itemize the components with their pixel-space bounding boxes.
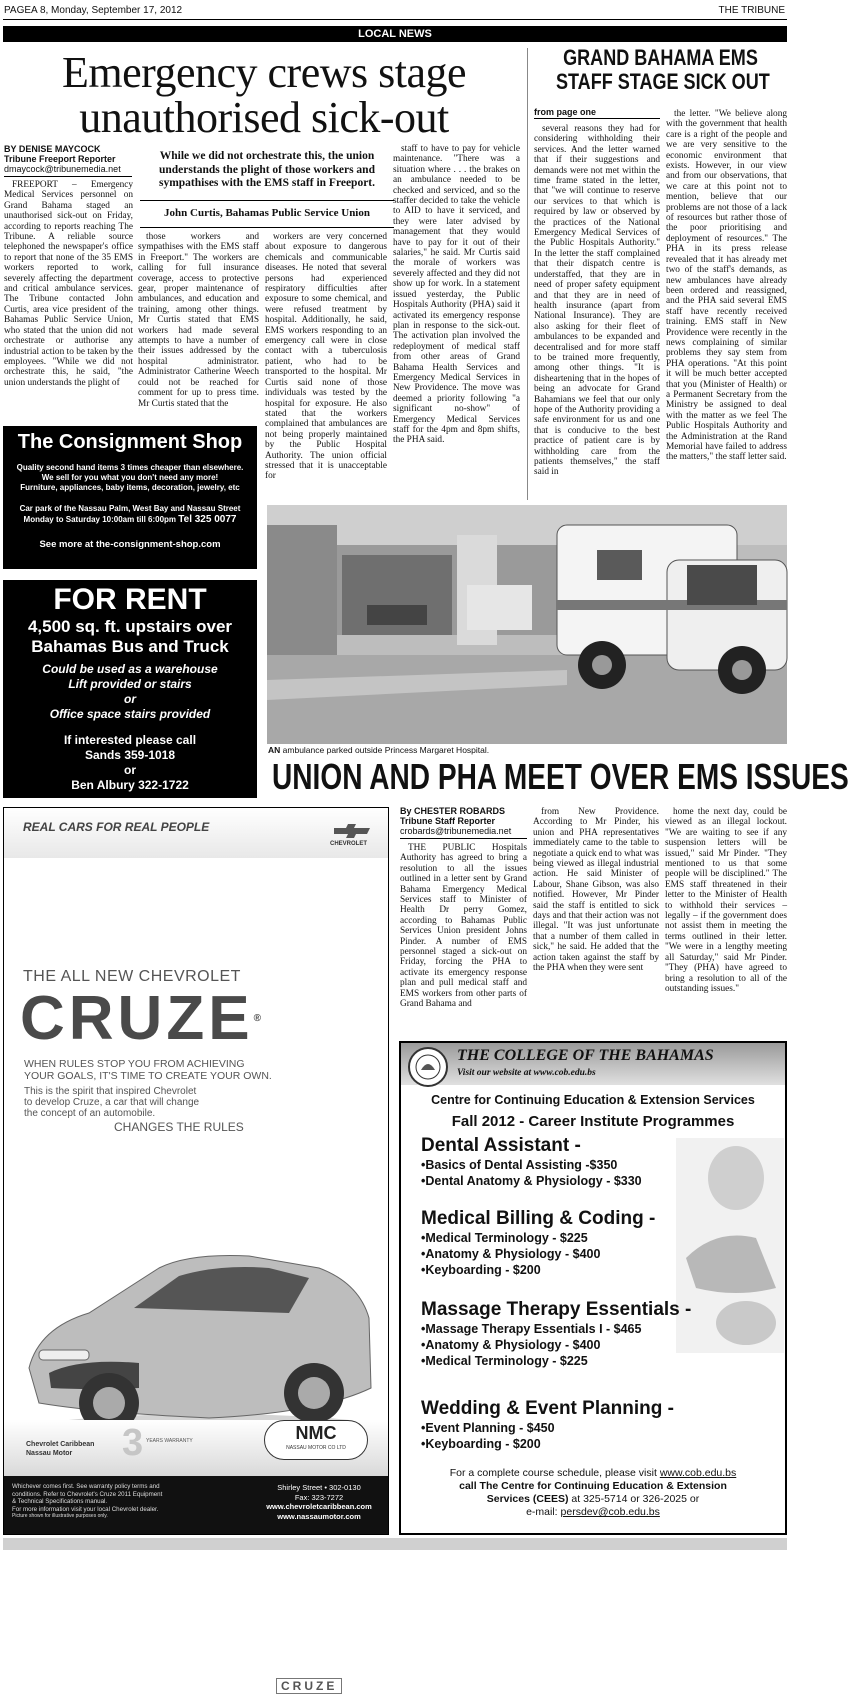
ambulance-photo-illustration	[267, 505, 787, 744]
cob-course-0-item-0: •Basics of Dental Assisting -$350	[421, 1158, 618, 1172]
cob-course-2-item-0: •Massage Therapy Essentials I - $465	[421, 1322, 642, 1336]
ambulance-photo	[267, 505, 787, 744]
chevrolet-addr4[interactable]: www.nassaumotor.com	[277, 1511, 361, 1521]
story1-byline-title: Tribune Freeport Reporter	[4, 154, 116, 164]
consignment-web[interactable]: See more at the-consignment-shop.com	[39, 539, 221, 550]
cob-footer-line1	[401, 1467, 785, 1480]
car-front-hub	[93, 1387, 125, 1419]
cob-course-2-name: Massage Therapy Essentials -	[421, 1299, 692, 1320]
masthead-rule	[3, 19, 787, 20]
chevrolet-ad[interactable]	[3, 807, 389, 1693]
chevrolet-address	[259, 1483, 379, 1521]
cob-visit[interactable]: Visit our website at www.cob.edu.bs	[457, 1068, 596, 1078]
chevrolet-body3: the concept of an automobile.	[24, 1108, 156, 1119]
chevrolet-model-name: CRUZE	[20, 984, 254, 1053]
story3-byline-title: Tribune Staff Reporter	[400, 816, 496, 826]
ambulance-front-hub	[732, 660, 752, 680]
story3-col3: home the next day, could be viewed as an illegal lockout. "We are waiting to see if any suspension letters will be issued," said Mr Pinder. "They mentioned to us that some people will be disciplined." The EMS staff threatened in their letter to the Minister of Health to withhold their services – legally – if the government does not assist them in meeting the terms outlined in their letter. "We were in a lengthy meeting all Saturday," said Mr Pinder. "They (PHA) have agreed to bring a resolution to all of the outstanding issues."	[665, 807, 787, 994]
chevrolet-sub	[24, 1058, 272, 1082]
consignment-ad[interactable]	[3, 426, 257, 569]
story3-col1: THE PUBLIC Hospitals Authority has agreed to bring a resolution to all the issues outlined in a letter sent by Grand Bahama Emergency Medical Services staff to Minister of Health Dr perry Gomez, according to Bahamas Public Services Union president Johns Pinder. A number of EMS personnel staged a sick-out on Friday, forcing the PHA to activate its emergency response plan and pull medical staff and EMS workers from other parts of Grand Bahama and	[400, 843, 527, 1010]
forrent-line1: 4,500 sq. ft. upstairs over	[27, 617, 233, 636]
story1-col1: FREEPORT – Emergency Medical Services personnel on Grand Bahama staged an unauthorised sick-out on Friday, according to reports reaching The Tribune. A reliable source telephoned the newspaper's office to report that none of the 35 EMS workers reported to work, severely affecting the department and critical ambulance services. The Tribune contacted John Curtis, area vice president of the Bahamas Public Service Union, who stated that the union did not orchestrate or authorise any industrial action to be taken by the employees. "While we did not orchestrate this, he said, "the union understands the plight of	[4, 180, 133, 388]
cob-course-2-item-1: •Anatomy & Physiology - $400	[421, 1338, 601, 1352]
chevrolet-warranty: YEARS WARRANTY	[146, 1438, 193, 1444]
cob-course-1-item-2: •Keyboarding - $200	[421, 1263, 541, 1277]
forrent-line5: or	[124, 692, 136, 706]
cob-course-3-name: Wedding & Event Planning -	[421, 1398, 674, 1419]
page-info: PAGEA 8, Monday, September 17, 2012	[4, 5, 183, 16]
car-headlight	[39, 1350, 89, 1360]
pullquote-text: While we did not orchestrate this, the union understands the plight of those workers and sympathises with the EMS staff in Freeport.	[158, 150, 376, 189]
story3-byline-rule	[400, 838, 527, 839]
story2-col2: the letter. "We believe along with the government that health care is a right of the people and we are very sensitive to the economic environment that exists. However, in our view and from our observations, that we care at this point not to mention, believe that our problems are not those of a lack of resources but rather those of the poor prioritising and deployment of resources." The PHA in its press release revealed that it has already met two of the staff's demands, as new ambulances have already been ordered and reassigned, and the PHA said several EMS staff have recently received training. EMS staff in New Providence were recently in the news complaining of similar problems they say stem from PHA operations. "At this point it will be much better accepted that you (Minister of Health) or a Permanent Secretary from the Ministry be assigned to deal with the matter as we feel The Public Hospitals Authority and the Administration at the Rand Memorial have failed to address the matters," the staff letter said.	[666, 109, 787, 463]
photo-caption-lead: AN	[268, 745, 281, 755]
cob-course-3	[421, 1398, 674, 1452]
chevrolet-reg: ®	[253, 1013, 261, 1024]
story1-byline-email[interactable]: dmaycock@tribunemedia.net	[4, 164, 121, 174]
story3-byline-name: By CHESTER ROBARDS	[400, 806, 506, 816]
consignment-tel: Tel 325 0077	[178, 514, 237, 525]
cob-footer1: For a complete course schedule, please visit	[449, 1467, 657, 1479]
chevrolet-facebook	[26, 1440, 94, 1458]
cob-footer-line4	[401, 1506, 785, 1519]
chevrolet-body2: to develop Cruze, a car that will change	[24, 1097, 200, 1108]
chevrolet-sub1: WHEN RULES STOP YOU FROM ACHIEVING	[24, 1058, 245, 1070]
photo-caption	[268, 745, 489, 755]
photo-caption-text: ambulance parked outside Princess Margaret Hospital.	[282, 745, 490, 755]
pullquote-rule	[140, 200, 394, 201]
forrent-line9: or	[124, 763, 136, 777]
forrent-line2: Bahamas Bus and Truck	[31, 637, 229, 656]
cob-footer1-link[interactable]: www.cob.edu.bs	[659, 1467, 737, 1479]
section-banner	[3, 26, 787, 42]
chevrolet-fb1: Chevrolet Caribbean	[26, 1441, 95, 1448]
cob-course-0-name: Dental Assistant -	[421, 1135, 581, 1156]
photo-boxes	[467, 585, 532, 630]
chevrolet-model	[20, 986, 261, 1052]
consignment-line5: Monday to Saturday 10:00am till 6:00pm	[23, 515, 177, 524]
chevrolet-fineprint	[12, 1483, 162, 1521]
chevrolet-kicker: THE ALL NEW CHEVROLET	[23, 968, 241, 985]
chevrolet-fine2: conditions. Refer to Chevrolet's Cruze 2011 Equipment	[12, 1490, 163, 1498]
chevrolet-tagline: REAL CARS FOR REAL PEOPLE	[23, 820, 210, 834]
chevrolet-fine1: Whichever comes first. See warranty policy terms and	[12, 1483, 160, 1490]
forrent-line6: Office space stairs provided	[49, 707, 211, 721]
cob-footer3b: at 325-5714 or 326-2025 or	[571, 1493, 700, 1505]
chevrolet-warranty-number: 3	[122, 1422, 144, 1464]
chevrolet-bowtie-icon	[334, 824, 370, 838]
nmc-logo	[264, 1420, 368, 1460]
story1-headline-line2: unauthorised sick-out	[79, 93, 449, 142]
chevrolet-sub2: YOUR GOALS, IT'S TIME TO CREATE YOUR OWN.	[24, 1070, 272, 1082]
story3-byline	[400, 806, 528, 836]
chevrolet-addr3[interactable]: www.chevroletcaribbean.com	[266, 1502, 372, 1511]
forrent-line3: Could be used as a warehouse	[42, 662, 218, 676]
ambulance-rear-hub	[592, 655, 612, 675]
consignment-hours	[3, 514, 257, 525]
car-rear-hub	[298, 1377, 330, 1409]
cob-footer3: Services (CEES)	[486, 1493, 569, 1505]
section-label: LOCAL NEWS	[358, 28, 432, 40]
page-bottom-strip	[3, 1538, 787, 1550]
chevrolet-car-illustration	[19, 1198, 379, 1448]
cob-course-1	[421, 1208, 655, 1278]
chevrolet-body	[24, 1086, 199, 1119]
story1-headline	[4, 50, 524, 140]
cob-title: THE COLLEGE OF THE BAHAMAS	[457, 1047, 714, 1064]
cob-footer4: e-mail:	[526, 1506, 558, 1518]
cob-course-1-name: Medical Billing & Coding -	[421, 1208, 656, 1229]
chevrolet-fine3: & Technical Specifications manual.	[12, 1498, 108, 1505]
pullquote-bottom-rule	[140, 227, 394, 228]
photo-left-wall	[267, 525, 337, 665]
nmc-logo-text: NMC	[295, 1423, 337, 1443]
consignment-line1: Quality second hand items 3 times cheaper than elsewhere.	[16, 463, 244, 472]
story1-col3: workers are very concerned about exposure to dangerous chemicals and communicable diseases. He noted that several persons had experienced respiratory difficulties after exposure to some chemical, and were refused treatment by hospital. Additionally, he said, EMS workers responding to an emergency call were in close contact with a tuberculosis patient, who had to be transported to the hospital. Mr Curtis said none of those individuals was tested by the hospital for exposure. He also stated that the workers complained that ambulances are not being properly maintained by the Public Hospital Authority. The union official stressed that it is unacceptable for	[265, 232, 387, 482]
forrent-title: FOR RENT	[53, 583, 207, 616]
story-divider	[527, 48, 528, 500]
ambulance-side-window	[597, 550, 642, 580]
forrent-line7: If interested please call	[63, 733, 197, 747]
chevrolet-fine5: Picture shown for illustrative purposes only.	[12, 1513, 108, 1519]
story1-byline-name: BY DENISE MAYCOCK	[4, 144, 101, 154]
story2-jump: from page one	[534, 107, 597, 117]
photo-stretcher	[367, 605, 427, 625]
cob-ad[interactable]	[399, 1041, 787, 1535]
cob-footer4-link[interactable]: persdev@cob.edu.bs	[560, 1506, 660, 1518]
story1-byline-rule	[4, 176, 132, 177]
story1-col2: those workers and sympathises with the EMS staff in Freeport." The workers are calling for full insurance coverage, access to protective gear, proper maintenance of ambulances, and education and training, among other things. Mr Curtis stated that EMS workers had made several attempts to have a number of their issues addressed by the hospital administrator. Administrator Catherine Weech could not be reached for comment for up to press time. Mr Curtis stated that the	[138, 232, 259, 409]
forrent-line8: Sands 359-1018	[84, 748, 176, 762]
cob-centre: Centre for Continuing Education & Extension Services	[431, 1093, 755, 1107]
cob-course-3-item-0: •Event Planning - $450	[421, 1421, 555, 1435]
consignment-title: The Consignment Shop	[17, 431, 243, 453]
story2-rule	[534, 118, 660, 119]
chevrolet-brand: CHEVROLET	[330, 841, 368, 847]
cob-course-0	[421, 1135, 642, 1189]
cob-course-3-item-1: •Keyboarding - $200	[421, 1437, 541, 1451]
cob-course-1-item-1: •Anatomy & Physiology - $400	[421, 1247, 601, 1261]
chevrolet-addr1: Shirley Street • 302-0130	[277, 1483, 361, 1492]
cob-footer-line3	[401, 1493, 785, 1506]
cob-footer	[401, 1467, 785, 1519]
chevrolet-fb2: Nassau Motor	[26, 1450, 73, 1457]
story1-pullquote	[140, 150, 394, 220]
story3-headline: UNION AND PHA MEET OVER EMS ISSUES	[272, 756, 849, 797]
chevrolet-plate: CRUZE	[276, 1678, 342, 1694]
consignment-line2: We sell for you what you don't need any more!	[41, 473, 219, 482]
story2-headline-line2: STAFF STAGE SICK OUT	[555, 69, 770, 94]
story1-headline-line1: Emergency crews stage	[61, 48, 467, 97]
pullquote-source: John Curtis, Bahamas Public Service Union	[164, 206, 370, 219]
cob-footer2: call The Centre for Continuing Education & Extension	[459, 1480, 727, 1492]
forrent-ad[interactable]	[3, 580, 257, 798]
paper-name: THE TRIBUNE	[718, 5, 785, 16]
ambulance-window	[687, 565, 757, 605]
cob-programme: Fall 2012 - Career Institute Programmes	[451, 1113, 735, 1130]
chevrolet-changes: CHANGES THE RULES	[114, 1120, 244, 1134]
chevrolet-body1: This is the spirit that inspired Chevrolet	[24, 1086, 197, 1097]
story2-col1: several reasons they had for considering withholding their services. And the letter warned that if their suggestions and demands were not met within the time frame stated in the letter, that "we will continue to reserve our services to that which is required by law or observed by the practices of the National Emergency Medical Services of the Public Hospitals Authority." In the letter the staff complained that their dispatch centre is understaffed, that they are in need of proper safety equipment and that they are in need of health insurance (apart from National Insurance). They are also asking for their fleet of ambulances to be expanded and decentralised and for more staff to be trained more frequently, among other things. "It is disheartening that in the hopes of being an advocate for Grand Bahamians we feel that our only hope of the Authority providing a safe environment for us and one that is conducive to the best practice of patient care is by withholding care from the patients themselves," the staff said in	[534, 124, 660, 478]
story3-col2: from New Providence. According to Mr Pinder, his union and PHA representatives immediately came to the table to negotiate a quick end to what was being viewed as illegal industrial action. He said Minister of Labour, Shane Gibson, was also notified. However, Mr Pinder said the staff is entitled to sick days and that their action was not illegal. "It was just unfortunate that a number of them called in sick," he said. He added that the action taken against the staff by the PHA when they were sent	[533, 807, 659, 974]
forrent-line4: Lift provided or stairs	[68, 677, 192, 691]
cob-photo-illustration	[676, 1138, 784, 1353]
cob-course-2-item-2: •Medical Terminology - $225	[421, 1354, 588, 1368]
cob-crest-icon	[407, 1046, 449, 1088]
chevrolet-addr2: Fax: 323-7272	[294, 1492, 344, 1502]
story2-headline-line1: GRAND BAHAMA EMS	[563, 45, 758, 70]
story1-col4: staff to have to pay for vehicle maintenance. "There was a situation where . . . the brakes on an ambulance needed to be checked and serviced, and so the staffer decided to take the vehicle to AID to have it serviced, and they were later advised by management that they would have to pay for it out of their salaries," he said. Mr Curtis said the morale of workers was severely affected and they did not show up for work. In a statement issued yesterday, the Public Hospitals Authority (PHA) said it activated its emergency response plan in response to the sick-out. The activation plan involved the redeployment of medical staff from other areas of Grand Bahama Health Services and Emergency Medical Services in New Providence. The move was deemed a priority following "a significant no-show" of Emergency Medical Services staff for the 4pm and 8pm shifts, the PHA said.	[393, 144, 520, 446]
consignment-line4: Car park of the Nassau Palm, West Bay and Nassau Street	[19, 504, 241, 513]
chevrolet-fine4: For more information visit your local Chevrolet dealer.	[12, 1505, 159, 1513]
story1-byline	[4, 144, 134, 174]
story2-headline	[533, 46, 788, 94]
cob-course-2	[421, 1299, 691, 1369]
nmc-logo-sub: NASSAU MOTOR CO LTD	[286, 1445, 346, 1451]
forrent-line10: Ben Albury 322-1722	[71, 778, 189, 792]
story3-byline-email[interactable]: crobards@tribunemedia.net	[400, 826, 512, 836]
cob-course-1-item-0: •Medical Terminology - $225	[421, 1231, 588, 1245]
consignment-line3: Furniture, appliances, baby items, decoration, jewelry, etc	[20, 483, 240, 492]
cob-course-0-item-1: •Dental Anatomy & Physiology - $330	[421, 1174, 642, 1188]
